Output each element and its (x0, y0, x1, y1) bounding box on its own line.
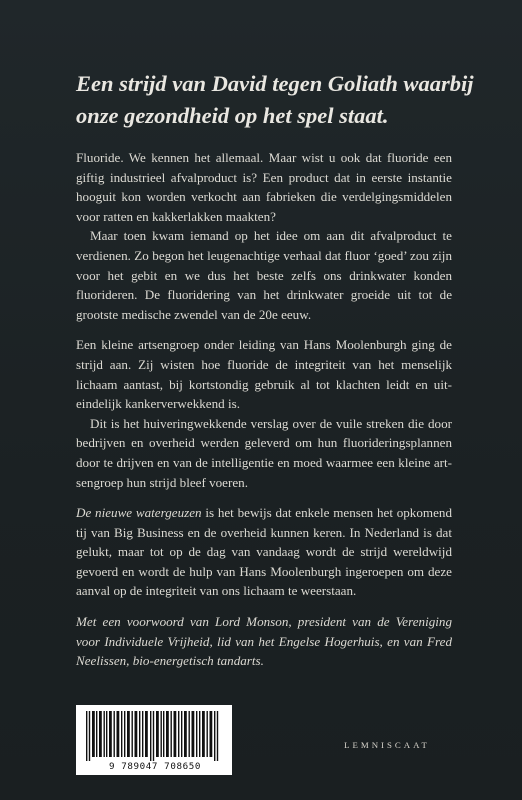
barcode-icon (84, 711, 224, 761)
blurb (76, 148, 452, 671)
headline (76, 68, 476, 132)
headline-line-2: onze gezondheid op het spel staat. (76, 103, 389, 128)
publisher-name: LEMNISCAAT (344, 740, 430, 750)
paragraph-1: Fluoride. We kennen het allemaal. Maar wist u ook dat fluoride een giftig industrieel afvalproduct is? Een product dat in eerste instantie hooguit kon worden verkocht aan fabrieken die verdelgingsmiddelen voor ratten en kakkerlakken maakten? (76, 150, 452, 224)
paragraph-5-text: is het bewijs dat enkele mensen het opkomend tij van Big Business en de overheid kunnen keren. In Nederland is dat gelukt, maar tot op de dag van vandaag wordt de strijd wereldwijd gevoerd en wordt de hulp van Hans Moolenburgh ingeroepen om deze aanval op de integriteit van ons lichaam te weerstaan. (76, 505, 452, 599)
foreword-note: Met een voorwoord van Lord Monson, president van de Vereniging voor Individuele Vrijheid, lid van het Engelse Hogerhuis, en van Fred Neelissen, bio-energetisch tandarts. (76, 614, 452, 669)
headline-line-1: Een strijd van David tegen Goliath waarbij (76, 71, 474, 96)
paragraph-3: Een kleine artsengroep onder leiding van Hans Moolenburgh ging de strijd aan. Zij wisten hoe fluoride de integriteit van het menselijk lichaam aantast, bij kortstondig gebruik al tot klachten leidt en uit-eindelijk kankerverwekkend is. (76, 337, 452, 412)
isbn-barcode (76, 705, 232, 775)
book-title: De nieuwe watergeuzen (76, 505, 202, 521)
paragraph-5 (76, 503, 452, 601)
paragraph-2: Maar toen kwam iemand op het idee om aan dit afvalproduct te verdienen. Zo begon het leugenachtige verhaal dat fluor ‘goed’ zou zijn voor het gebit en we dus het beste zelfs ons drinkwater konden fluorideren. De fluoridering van het drinkwater groeide uit tot de grootste medische zwendel van de 20e eeuw. (76, 228, 452, 322)
paragraph-4: Dit is het huiveringwekkende verslag over de vuile streken die door bedrijven en overheid werden geleverd om hun fluorideringsplannen door te drijven en van de intelligentie en moed waarmee een kleine art-sengroep hun strijd bleef voeren. (76, 415, 452, 490)
isbn-number: 9 789047 708650 (109, 761, 201, 772)
